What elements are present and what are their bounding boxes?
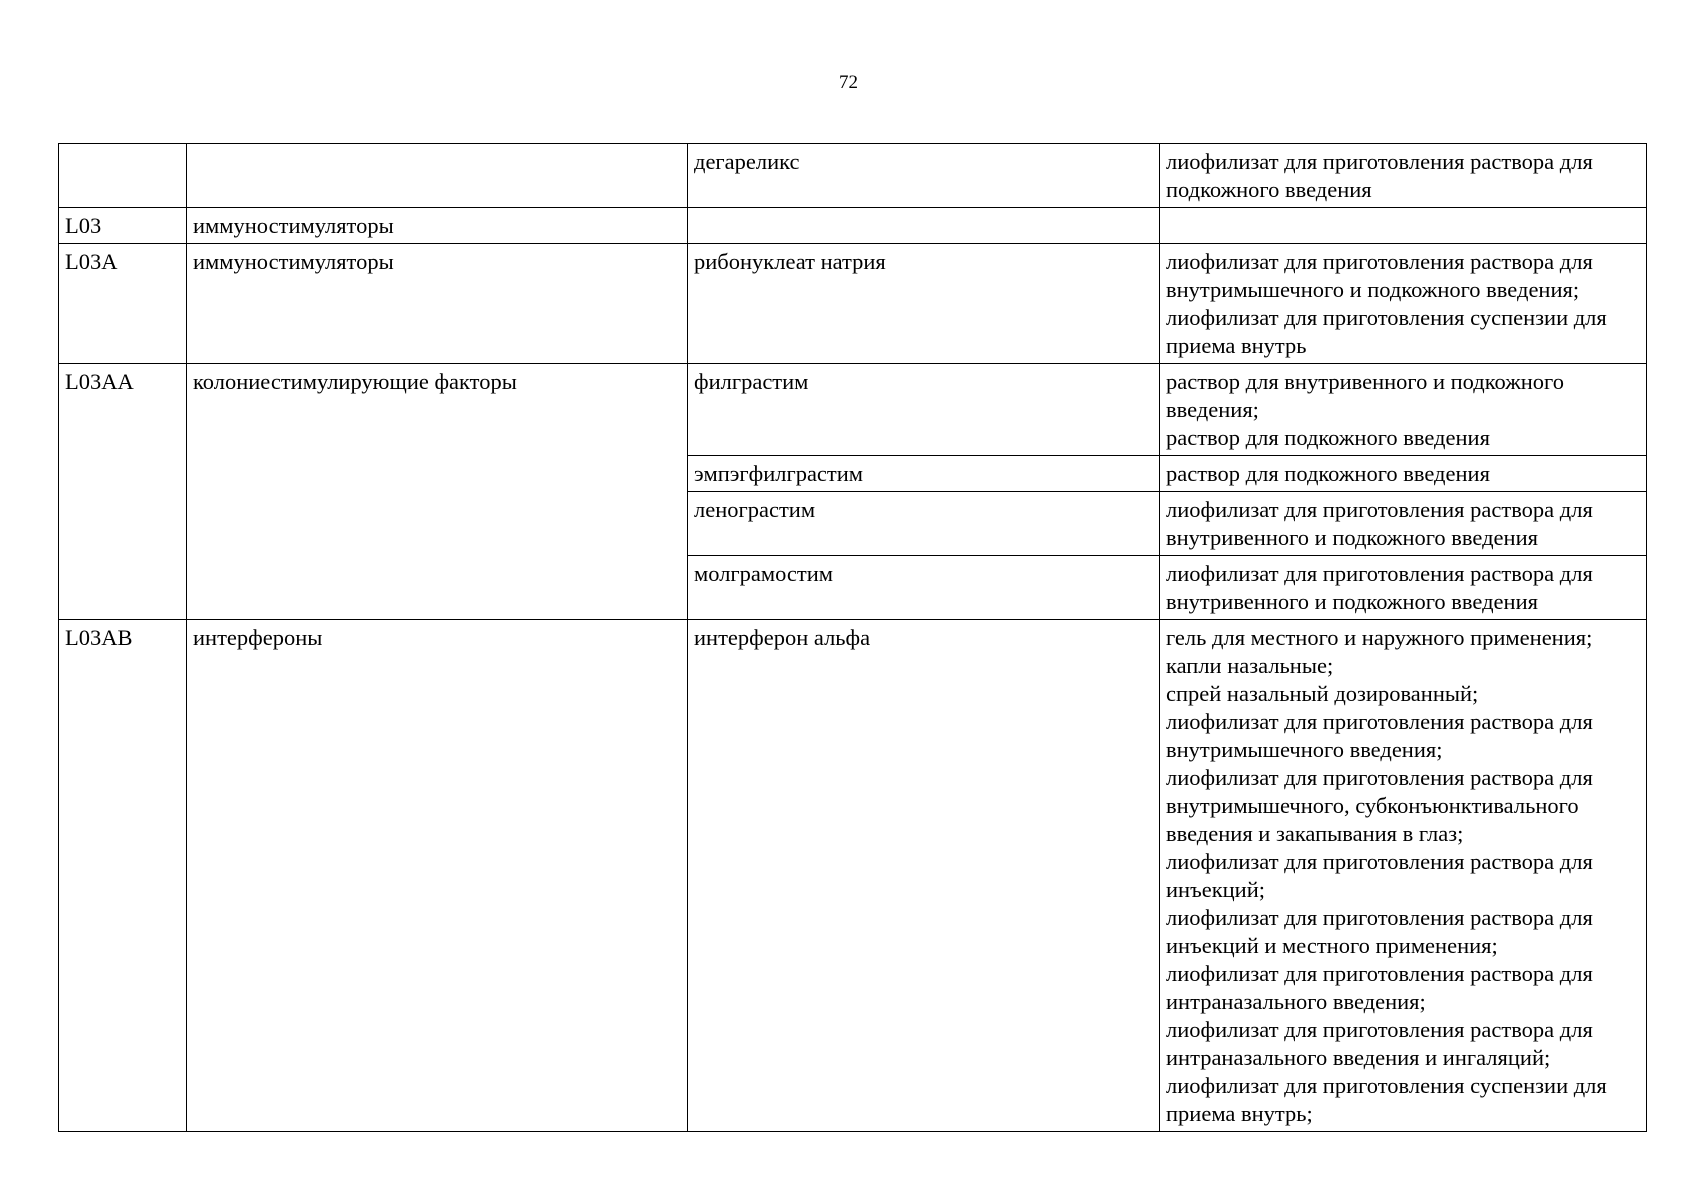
group-name-cell: иммуностимуляторы bbox=[187, 208, 688, 244]
page-number: 72 bbox=[839, 72, 858, 93]
drug-table bbox=[58, 143, 1647, 1132]
drug-name-cell: интерферон альфа bbox=[688, 620, 1160, 1132]
dosage-forms-cell bbox=[1160, 208, 1647, 244]
drug-name-cell: эмпэгфилграстим bbox=[688, 456, 1160, 492]
table-row bbox=[59, 244, 1647, 364]
drug-name-cell: рибонуклеат натрия bbox=[688, 244, 1160, 364]
drug-name-cell: молграмостим bbox=[688, 556, 1160, 620]
dosage-forms-cell: раствор для подкожного введения bbox=[1160, 456, 1647, 492]
atc-code-cell: L03AB bbox=[59, 620, 187, 1132]
dosage-forms-cell: раствор для внутривенного и подкожного введения; раствор для подкожного введения bbox=[1160, 364, 1647, 456]
atc-code-cell: L03AA bbox=[59, 364, 187, 620]
atc-code-cell: L03A bbox=[59, 244, 187, 364]
atc-code-cell: L03 bbox=[59, 208, 187, 244]
group-name-cell: колониестимулирующие факторы bbox=[187, 364, 688, 620]
table-row bbox=[59, 620, 1647, 1132]
group-name-cell: интерфероны bbox=[187, 620, 688, 1132]
table-row bbox=[59, 208, 1647, 244]
table-row bbox=[59, 144, 1647, 208]
table-row bbox=[59, 364, 1647, 456]
drug-name-cell: дегареликс bbox=[688, 144, 1160, 208]
drug-name-cell: филграстим bbox=[688, 364, 1160, 456]
dosage-forms-cell: лиофилизат для приготовления раствора для внутримышечного и подкожного введения; лиофилизат для приготовления суспензии для приема внутрь bbox=[1160, 244, 1647, 364]
drug-name-cell: ленограстим bbox=[688, 492, 1160, 556]
dosage-forms-cell: лиофилизат для приготовления раствора для внутривенного и подкожного введения bbox=[1160, 556, 1647, 620]
group-name-cell bbox=[187, 144, 688, 208]
dosage-forms-cell: лиофилизат для приготовления раствора для внутривенного и подкожного введения bbox=[1160, 492, 1647, 556]
drug-name-cell bbox=[688, 208, 1160, 244]
dosage-forms-cell: гель для местного и наружного применения; капли назальные; спрей назальный дозированный; лиофилизат для приготовления раствора для внутримышечного введения; лиофилизат для приготовления раствора для внутримышечного, субконъюнктивального введения и закапывания в глаз; лиофилизат для приготовления раствора для инъекций; лиофилизат для приготовления раствора для инъекций и местного применения; лиофилизат для приготовления раствора для интраназального введения; лиофилизат для приготовления раствора для интраназального введения и ингаляций; лиофилизат для приготовления суспензии для приема внутрь; bbox=[1160, 620, 1647, 1132]
dosage-forms-cell: лиофилизат для приготовления раствора для подкожного введения bbox=[1160, 144, 1647, 208]
group-name-cell: иммуностимуляторы bbox=[187, 244, 688, 364]
atc-code-cell bbox=[59, 144, 187, 208]
